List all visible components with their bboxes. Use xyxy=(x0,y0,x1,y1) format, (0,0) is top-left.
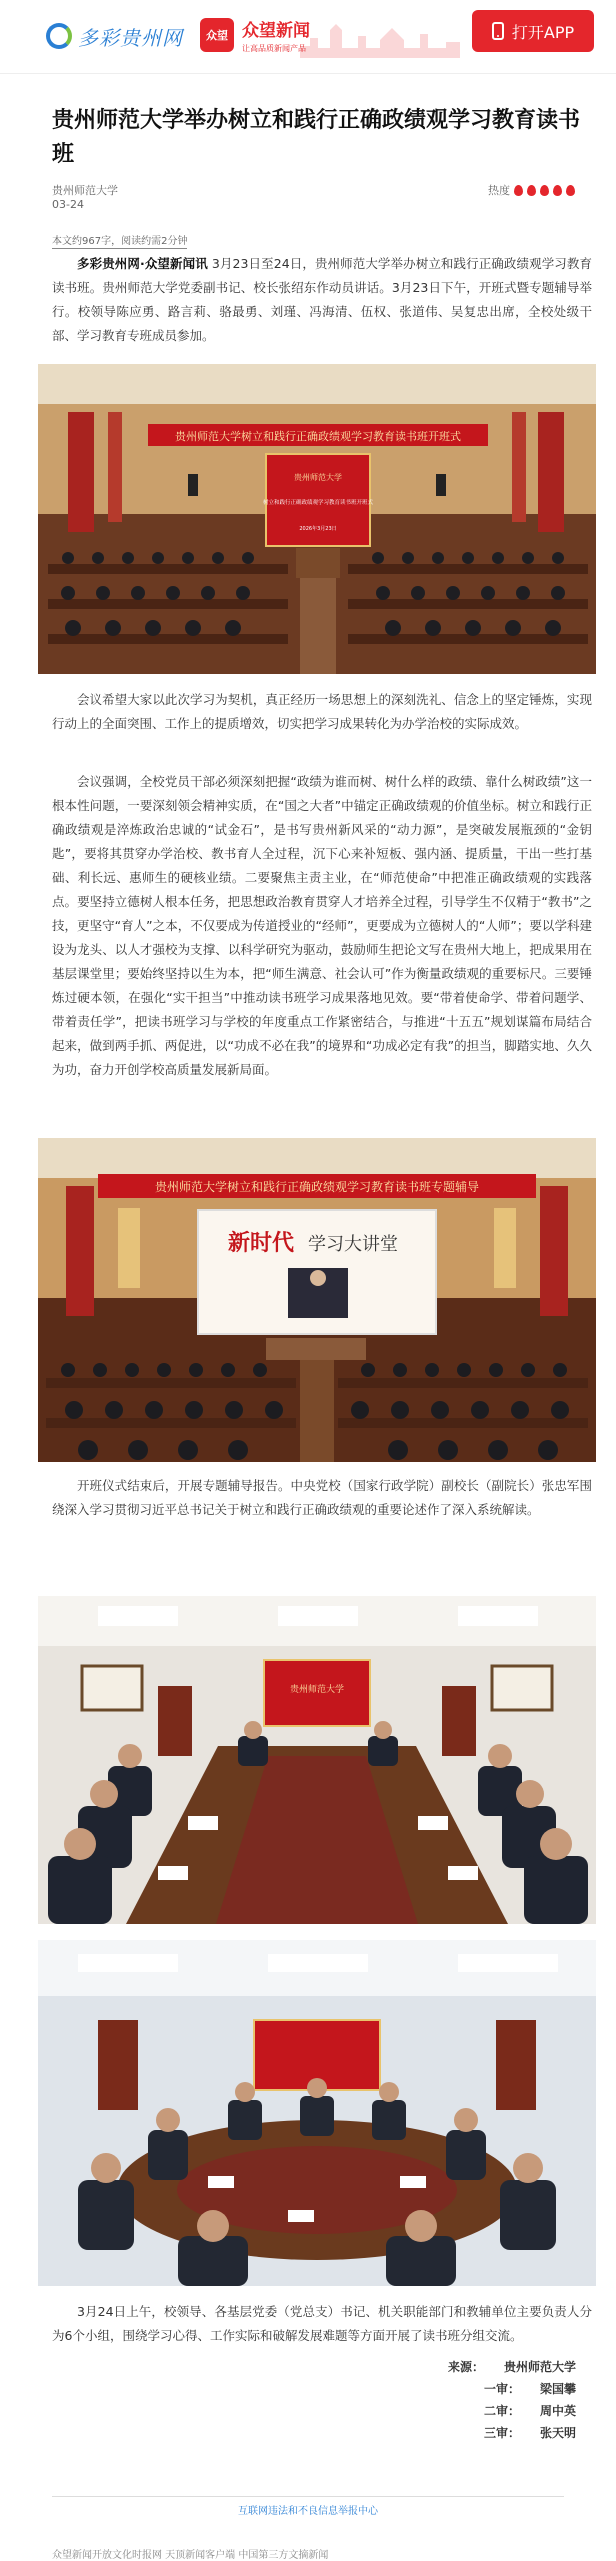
report-center-link[interactable]: 互联网违法和不良信息举报中心 xyxy=(238,2506,378,2517)
credit-source: 来源： 贵州师范大学 xyxy=(447,2360,576,2374)
credit-review-1: 一审： 梁国攀 xyxy=(483,2382,576,2396)
photo-opening-ceremony[interactable] xyxy=(38,364,596,674)
read-time-info: 本文约967字，阅读约需2分钟 xyxy=(52,232,187,249)
paragraph-emphasis: 会议强调，全校党员干部必须深刻把握“政绩为谁而树、树什么样的政绩、靠什么树政绩”这一根本性问题，一要深刻领会精神实质，在“国之大者”中锚定正确政绩观的价值坐标。树立和践行正确政绩观是淬炼政治忠诚的“试金石”，是书写贵州新风采的“动力源”，是突破发展瓶颈的“金钥匙”，要将其贯穿办学治校、教书育人全过程，沉下心来补短板、强内涵、提质量，干出一些打基础、利长远、惠师生的硬核业绩。二要聚焦主责主业，在“师范使命”中把准正确政绩观的实践落点。要坚持立德树人根本任务，把思想政治教育贯穿人才培养全过程，引导学生不仅精于“教书”之技，更坚守“育人”之本，不仅要成为传道授业的“经师”，更要成为立德树人的“人师”；要以学科建设为龙头、以人才强校为支撑、以科学研究为驱动，鼓励师生把论文写在贵州大地上，把成果用在基层课堂里；要始终坚持以生为本，把“师生满意、社会认可”作为衡量政绩观的重要标尺。三要锤炼过硬本领，在强化“实干担当”中推动读书班学习成果落地见效。要“带着使命学、带着问题学、带着责任学”，把读书班学习与学校的年度重点工作紧密结合，与推进“十五五”规划谋篇布局结合起来，做到两手抓、两促进，以“功成不必在我”的境界和“功成必定有我”的担当，脚踏实地、久久为功，奋力开创学校高质量发展新局面。 xyxy=(52,774,592,1077)
brand-duocai-logo[interactable] xyxy=(46,18,183,54)
paragraph-lead: 多彩贵州网·众望新闻讯 xyxy=(77,256,208,271)
screen-school: 贵州师范大学 xyxy=(294,473,342,482)
article-date: 03-24 xyxy=(52,198,84,211)
article-credits xyxy=(448,2356,576,2444)
open-app-button[interactable] xyxy=(472,10,594,52)
paragraph-expectation: 会议希望大家以此次学习为契机，真正经历一场思想上的深刻洗礼、信念上的坚定锤炼，实现行动上的全面突围、工作上的提质增效，切实把学习成果转化为办学治校的实际成效。 xyxy=(52,692,592,731)
top-bar xyxy=(0,0,616,74)
zhongwang-logo-icon: 众望 xyxy=(200,18,234,52)
credit-review-3: 三审： 张天明 xyxy=(483,2426,576,2440)
open-app-label: 打开APP xyxy=(511,22,575,42)
footer-bottom-text: 众望新闻开放文化时报网 天顶新闻客户端 中国第三方文摘新闻 xyxy=(52,2550,329,2561)
brand-right-name: 众望新闻 xyxy=(242,21,310,41)
photo-group-meeting-1[interactable] xyxy=(38,1596,596,1924)
heat-label: 热度 xyxy=(488,184,510,197)
photo-lecture[interactable] xyxy=(38,1138,596,1462)
skyline-decoration xyxy=(300,18,460,58)
credit-review-2: 二审： 周中英 xyxy=(483,2404,576,2418)
screen-text-new-era: 新时代 xyxy=(228,1230,295,1256)
footer-divider xyxy=(52,2496,564,2497)
paragraph-lecture: 开班仪式结束后，开展专题辅导报告。中央党校（国家行政学院）副校长（副院长）张忠军围绕深入学习贯彻习近平总书记关于树立和践行正确政绩观的重要论述作了深入系统解读。 xyxy=(52,1478,592,1517)
banner-text-1: 贵州师范大学树立和践行正确政绩观学习教育读书班开班式 xyxy=(175,430,461,443)
flame-icon xyxy=(527,185,536,196)
screen-text-lecture: 学习大讲堂 xyxy=(308,1234,398,1255)
screen-title: 树立和践行正确政绩观学习教育读书班开班式 xyxy=(262,500,374,506)
paragraph-intro-body: 3月23日至24日，贵州师范大学举办树立和践行正确政绩观学习教育读书班。贵州师范大学党委副书记、校长张绍东作动员讲话。3月23日下午，开班式暨专题辅导举行。校领导陈应勇、路言莉、骆最勇、刘瑾、冯海清、伍权、张道伟、吴复忠出席，全校处级干部、学习教育专班成员参加。 xyxy=(52,256,592,343)
phone-icon xyxy=(492,22,504,40)
flame-icon xyxy=(540,185,549,196)
banner-text-2: 贵州师范大学树立和践行正确政绩观学习教育读书班专题辅导 xyxy=(154,1180,480,1194)
screen-date: 2026年3月23日 xyxy=(299,526,337,532)
photo-group-meeting-2[interactable] xyxy=(38,1940,596,2286)
flame-icon xyxy=(514,185,523,196)
paragraph-intro xyxy=(52,252,592,348)
flame-icon xyxy=(566,185,575,196)
paragraph-group-exchange: 3月24日上午，校领导、各基层党委（党总支）书记、机关职能部门和教辅单位主要负责人分为6个小组，围绕学习心得、工作实际和破解发展难题等方面开展了读书班分组交流。 xyxy=(52,2304,592,2343)
brand-right-sub: 让高品质新闻产品 xyxy=(242,44,306,53)
duocai-logo-icon xyxy=(46,23,72,49)
article-title: 贵州师范大学举办树立和践行正确政绩观学习教育读书班 xyxy=(52,108,581,167)
brand-zhongwang-logo[interactable] xyxy=(200,16,310,54)
flame-icon xyxy=(553,185,562,196)
heat-indicator xyxy=(488,182,575,198)
article-source: 贵州师范大学 xyxy=(52,184,118,197)
brand-left-text: 多彩贵州网 xyxy=(78,25,183,50)
screen-text-3: 贵州师范大学 xyxy=(289,1685,345,1695)
